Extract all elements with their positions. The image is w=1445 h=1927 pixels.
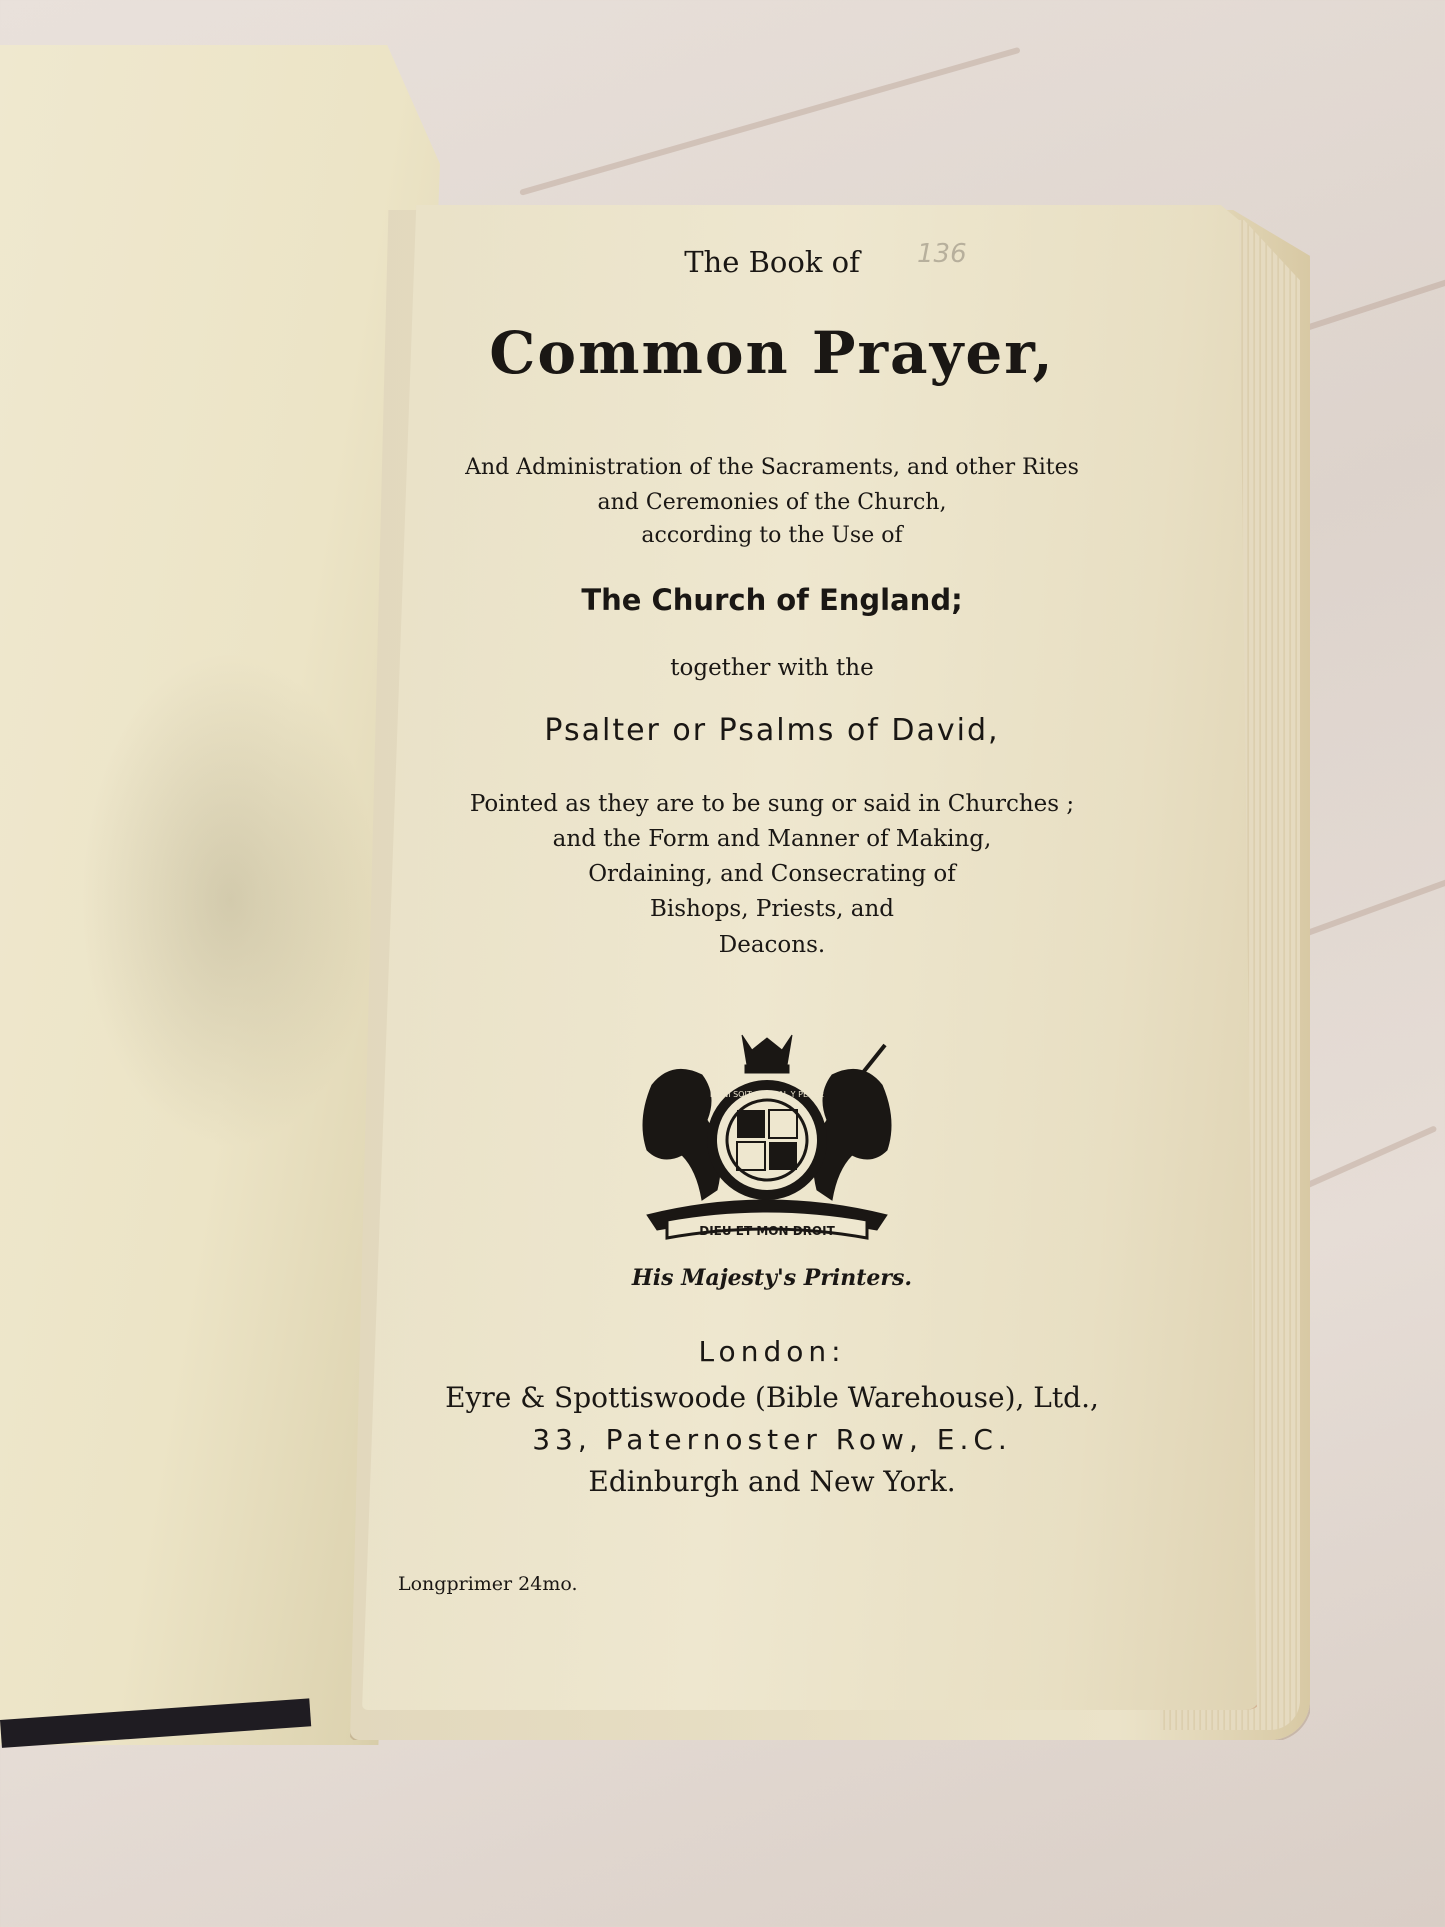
title-common-prayer: Common Prayer, [489,319,1055,387]
title-page-text [362,205,1182,1710]
psalter-line: Psalter or Psalms of David, [544,713,1000,748]
church-of-england: The Church of England; [581,583,963,617]
publisher-line-2: 33, Paternoster Row, E.C. [532,1423,1012,1456]
admin-line-2: and Ceremonies of the Church, [597,490,947,515]
pointed-line-2: and the Form and Manner of Making, [552,826,992,852]
pointed-line-1: Pointed as they are to be sung or said in Churches ; [469,791,1075,817]
admin-line-1: And Administration of the Sacraments, and other Rites [465,455,1079,480]
royal-coat-of-arms-icon [627,1025,907,1245]
crest-motto: DIEU ET MON DROIT [699,1224,835,1238]
pointed-line-3: Ordaining, and Consecrating of [588,861,956,887]
publisher-line-3: Edinburgh and New York. [588,1465,956,1498]
together-with: together with the [670,655,874,681]
pointed-line-5: Deacons. [718,932,826,958]
london: London: [698,1335,846,1368]
admin-line-3: according to the Use of [641,523,903,548]
garter-motto: HONI SOIT QUI MAL Y PENSE [709,1090,825,1099]
marble-vein [519,47,1021,196]
marble-vein [1289,1125,1438,1196]
printers: His Majesty's Printers. [631,1265,913,1291]
title-book-of: The Book of [684,245,860,279]
pointed-line-4: Bishops, Priests, and [649,896,895,922]
handwritten-mark: 136 [917,239,967,269]
format-note: Longprimer 24mo. [398,1573,578,1595]
left-page-shadow [80,650,380,1150]
publisher-line-1: Eyre & Spottiswoode (Bible Warehouse), Ltd., [445,1381,1099,1414]
